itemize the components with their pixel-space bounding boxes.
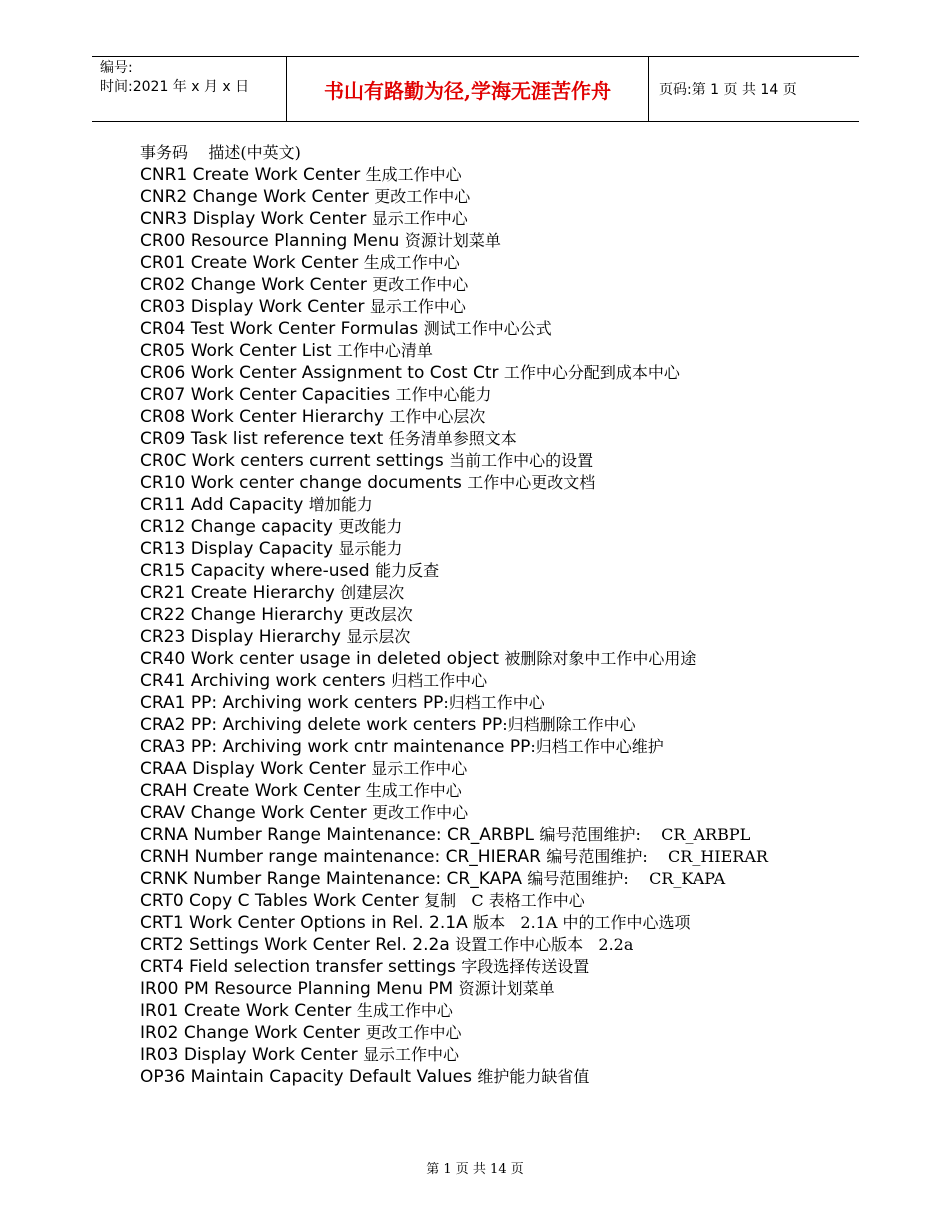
transaction-code-chinese: 生成工作中心 [363,253,460,272]
transaction-code-chinese: 资源计划菜单 [458,979,555,998]
transaction-code-chinese: 生成工作中心 [356,1001,453,1020]
list-body [140,164,820,1088]
transaction-code-chinese: 显示层次 [346,627,411,646]
transaction-code-chinese: 更改能力 [338,517,403,536]
transaction-code-english: CRT2 Settings Work Center Rel. 2.2a [140,935,450,955]
list-item [140,230,820,252]
transaction-code-chinese: 工作中心分配到成本中心 [503,363,680,382]
page-footer: 第 1 页 共 14 页 [426,1162,524,1177]
list-item [140,736,820,758]
list-item [140,362,820,384]
transaction-code-chinese: 复制 C 表格工作中心 [424,891,585,910]
transaction-code-english: CR02 Change Work Center [140,275,367,295]
list-item [140,318,820,340]
transaction-code-chinese: 测试工作中心公式 [423,319,552,338]
list-item [140,802,820,824]
list-item [140,868,820,890]
time-label: 时间:2021 年 x 月 x 日 [100,79,250,95]
transaction-code-chinese: 任务清单参照文本 [388,429,517,448]
list-item [140,274,820,296]
list-item [140,164,820,186]
transaction-code-english: CRAV Change Work Center [140,803,367,823]
transaction-code-english: CRNH Number range maintenance: CR_HIERAR [140,847,541,867]
transaction-code-english: CRAA Display Work Center [140,759,366,779]
transaction-code-list [140,142,820,1088]
list-item [140,252,820,274]
transaction-code-english: CR07 Work Center Capacities [140,385,391,405]
list-item [140,714,820,736]
list-item [140,1000,820,1022]
transaction-code-chinese: 显示工作中心 [369,297,466,316]
transaction-code-chinese: 更改工作中心 [372,275,469,294]
transaction-code-english: CRT4 Field selection transfer settings [140,957,456,977]
transaction-code-chinese: :归档工作中心维护 [530,737,664,756]
transaction-code-english: CRNA Number Range Maintenance: CR_ARBPL [140,825,535,845]
transaction-code-english: CNR1 Create Work Center [140,165,361,185]
list-item [140,516,820,538]
list-item [140,956,820,978]
transaction-code-chinese: 字段选择传送设置 [461,957,590,976]
transaction-code-english: CR03 Display Work Center [140,297,365,317]
transaction-code-chinese: 工作中心层次 [389,407,486,426]
transaction-code-english: CRNK Number Range Maintenance: CR_KAPA [140,869,522,889]
transaction-code-chinese: 能力反查 [375,561,440,580]
transaction-code-english: CNR3 Display Work Center [140,209,367,229]
list-item [140,912,820,934]
transaction-code-english: CRT0 Copy C Tables Work Center [140,891,419,911]
transaction-code-english: CR10 Work center change documents [140,473,462,493]
transaction-code-english: CR04 Test Work Center Formulas [140,319,419,339]
header-motto: 书山有路勤为径,学海无涯苦作舟 [286,57,649,121]
transaction-code-chinese: 资源计划菜单 [404,231,501,250]
transaction-code-chinese: :归档删除工作中心 [502,715,636,734]
list-item [140,340,820,362]
transaction-code-english: CR09 Task list reference text [140,429,384,449]
transaction-code-english: CRT1 Work Center Options in Rel. 2.1A [140,913,468,933]
list-item [140,890,820,912]
list-item [140,406,820,428]
list-item [140,978,820,1000]
transaction-code-english: CNR2 Change Work Center [140,187,369,207]
list-item [140,758,820,780]
list-item [140,582,820,604]
transaction-code-english: CR22 Change Hierarchy [140,605,344,625]
transaction-code-chinese: 工作中心清单 [336,341,433,360]
list-item [140,208,820,230]
list-item [140,494,820,516]
list-item [140,384,820,406]
transaction-code-chinese: 维护能力缺省值 [477,1067,590,1086]
transaction-code-english: CR08 Work Center Hierarchy [140,407,384,427]
transaction-code-english: IR00 PM Resource Planning Menu PM [140,979,454,999]
list-item [140,428,820,450]
transaction-code-chinese: 显示工作中心 [371,759,468,778]
transaction-code-english: CRA3 PP: Archiving work cntr maintenance PP [140,737,531,757]
transaction-code-chinese: 生成工作中心 [365,165,462,184]
list-heading: 事务码 描述(中英文) [140,143,301,162]
transaction-code-english: IR03 Display Work Center [140,1045,358,1065]
list-item [140,780,820,802]
list-item [140,186,820,208]
transaction-code-english: CR41 Archiving work centers [140,671,386,691]
list-item [140,670,820,692]
transaction-code-chinese: 当前工作中心的设置 [449,451,594,470]
transaction-code-english: CR12 Change capacity [140,517,333,537]
list-item [140,1066,820,1088]
transaction-code-english: CR11 Add Capacity [140,495,304,515]
list-item [140,1044,820,1066]
transaction-code-chinese: 更改层次 [348,605,413,624]
transaction-code-english: CRA2 PP: Archiving delete work centers PP [140,715,503,735]
list-item [140,626,820,648]
transaction-code-chinese: 生成工作中心 [365,781,462,800]
transaction-code-english: IR02 Change Work Center [140,1023,361,1043]
list-item [140,296,820,318]
list-item [140,648,820,670]
transaction-code-english: CRAH Create Work Center [140,781,361,801]
list-item [140,692,820,714]
transaction-code-chinese: 工作中心能力 [395,385,492,404]
list-item [140,472,820,494]
transaction-code-english: CRA1 PP: Archiving work centers PP [140,693,444,713]
transaction-code-english: CR40 Work center usage in deleted object [140,649,500,669]
transaction-code-english: CR06 Work Center Assignment to Cost Ctr [140,363,499,383]
transaction-code-chinese: 版本 2.1A 中的工作中心选项 [473,913,691,932]
transaction-code-chinese: 归档工作中心 [391,671,488,690]
list-item [140,846,820,868]
transaction-code-chinese: :归档工作中心 [443,693,545,712]
list-item [140,538,820,560]
transaction-code-chinese: 显示能力 [338,539,403,558]
list-item [140,1022,820,1044]
header-meta [92,57,286,121]
list-item [140,560,820,582]
transaction-code-chinese: 增加能力 [308,495,373,514]
transaction-code-chinese: 编号范围维护: CR_KAPA [527,869,726,888]
transaction-code-chinese: 编号范围维护: CR_HIERAR [546,847,768,866]
transaction-code-chinese: 显示工作中心 [363,1045,460,1064]
transaction-code-chinese: 更改工作中心 [374,187,471,206]
transaction-code-english: IR01 Create Work Center [140,1001,352,1021]
transaction-code-english: CR01 Create Work Center [140,253,359,273]
list-item [140,450,820,472]
transaction-code-english: OP36 Maintain Capacity Default Values [140,1067,472,1087]
transaction-code-chinese: 更改工作中心 [372,803,469,822]
transaction-code-english: CR13 Display Capacity [140,539,334,559]
header-page-info: 页码:第 1 页 共 14 页 [659,82,797,98]
transaction-code-chinese: 显示工作中心 [371,209,468,228]
transaction-code-english: CR00 Resource Planning Menu [140,231,400,251]
transaction-code-english: CR0C Work centers current settings [140,451,444,471]
transaction-code-english: CR21 Create Hierarchy [140,583,335,603]
list-item [140,604,820,626]
number-label: 编号: [100,60,133,76]
transaction-code-chinese: 创建层次 [340,583,405,602]
transaction-code-chinese: 工作中心更改文档 [467,473,596,492]
transaction-code-chinese: 被删除对象中工作中心用途 [504,649,697,668]
transaction-code-chinese: 更改工作中心 [365,1023,462,1042]
transaction-code-english: CR15 Capacity where-used [140,561,370,581]
list-item [140,934,820,956]
list-item [140,824,820,846]
transaction-code-chinese: 设置工作中心版本 2.2a [455,935,634,954]
transaction-code-english: CR23 Display Hierarchy [140,627,341,647]
transaction-code-chinese: 编号范围维护: CR_ARBPL [539,825,751,844]
transaction-code-english: CR05 Work Center List [140,341,332,361]
document-header [92,56,859,122]
